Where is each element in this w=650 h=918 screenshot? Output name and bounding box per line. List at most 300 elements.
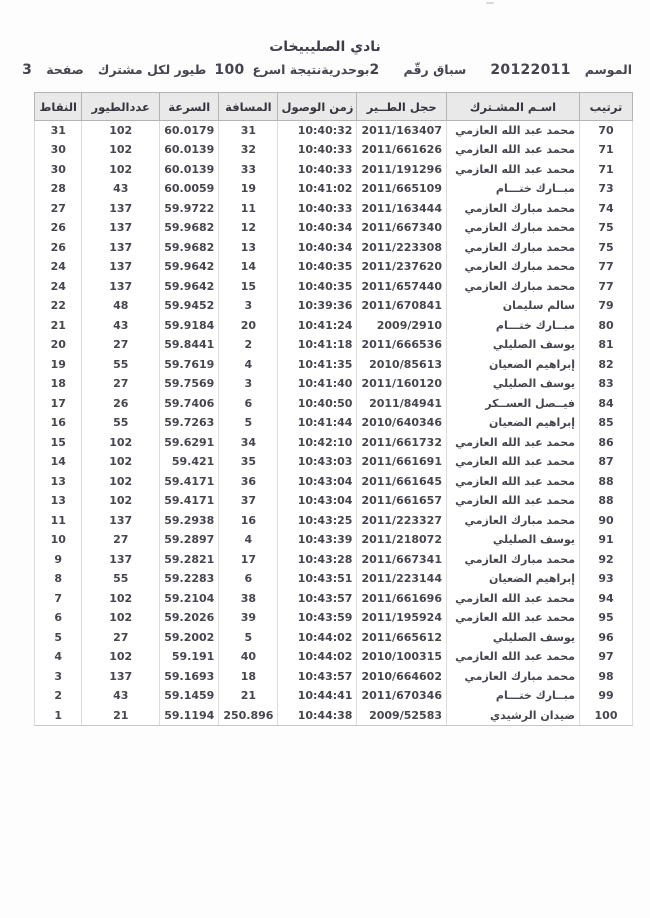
- cell-points: 8: [35, 569, 82, 589]
- cell-pigeon-ring: 2011/661657: [357, 491, 447, 511]
- cell-speed: 59.2897: [160, 530, 219, 550]
- cell-arrival-time: 10:43:59: [278, 608, 357, 628]
- race-location: بوحدرية: [321, 62, 370, 77]
- cell-participant-name: إبراهيم الضعيان: [447, 413, 580, 433]
- page-label: صفحة: [46, 62, 84, 77]
- cell-pigeon-ring: 2011/670841: [357, 296, 447, 316]
- cell-distance: 34: [219, 433, 278, 453]
- table-row: [35, 413, 633, 433]
- cell-pigeon-count: 43: [82, 316, 160, 336]
- cell-participant-name: محمد مبارك العازمي: [447, 257, 580, 277]
- result-label: نتيجة اسرع: [252, 62, 322, 77]
- cell-arrival-time: 10:43:04: [278, 472, 357, 492]
- cell-speed: 59.1459: [160, 686, 219, 706]
- column-header-pigeon-count: عددالطيور: [82, 93, 160, 121]
- table-row: [35, 277, 633, 297]
- cell-pigeon-ring: 2011/191296: [357, 160, 447, 180]
- cell-distance: 31: [219, 121, 278, 141]
- cell-arrival-time: 10:41:35: [278, 355, 357, 375]
- cell-distance: 12: [219, 218, 278, 238]
- cell-arrival-time: 10:43:51: [278, 569, 357, 589]
- cell-pigeon-count: 27: [82, 335, 160, 355]
- cell-points: 9: [35, 550, 82, 570]
- table-row: [35, 472, 633, 492]
- table-row: [35, 706, 633, 726]
- cell-distance: 19: [219, 179, 278, 199]
- cell-speed: 60.0179: [160, 121, 219, 141]
- cell-participant-name: محمد مبارك العازمي: [447, 218, 580, 238]
- column-header-rank: ترتيب: [580, 93, 633, 121]
- cell-rank: 81: [580, 335, 633, 355]
- cell-rank: 83: [580, 374, 633, 394]
- cell-arrival-time: 10:40:35: [278, 277, 357, 297]
- table-row: [35, 179, 633, 199]
- cell-points: 10: [35, 530, 82, 550]
- cell-points: 11: [35, 511, 82, 531]
- cell-pigeon-ring: 2011/667341: [357, 550, 447, 570]
- cell-arrival-time: 10:43:03: [278, 452, 357, 472]
- cell-points: 19: [35, 355, 82, 375]
- cell-rank: 85: [580, 413, 633, 433]
- table-row: [35, 608, 633, 628]
- cell-points: 20: [35, 335, 82, 355]
- cell-points: 6: [35, 608, 82, 628]
- cell-distance: 39: [219, 608, 278, 628]
- cell-participant-name: محمد عبد الله العازمي: [447, 433, 580, 453]
- cell-speed: 59.7619: [160, 355, 219, 375]
- cell-arrival-time: 10:40:34: [278, 218, 357, 238]
- cell-points: 24: [35, 257, 82, 277]
- cell-pigeon-ring: 2011/666536: [357, 335, 447, 355]
- cell-arrival-time: 10:42:10: [278, 433, 357, 453]
- cell-rank: 71: [580, 140, 633, 160]
- race-location-group: [321, 62, 369, 77]
- cell-speed: 59.4171: [160, 491, 219, 511]
- cell-pigeon-count: 102: [82, 160, 160, 180]
- cell-points: 4: [35, 647, 82, 667]
- cell-speed: 59.9642: [160, 257, 219, 277]
- cell-distance: 40: [219, 647, 278, 667]
- cell-distance: 16: [219, 511, 278, 531]
- cell-speed: 59.191: [160, 647, 219, 667]
- column-header-distance: المسافة: [219, 93, 278, 121]
- cell-participant-name: محمد مبارك العازمي: [447, 199, 580, 219]
- cell-participant-name: مبــارك ختـــام: [447, 179, 580, 199]
- cell-pigeon-ring: 2010/640346: [357, 413, 447, 433]
- cell-pigeon-ring: 2009/52583: [357, 706, 447, 726]
- race-info-line: [22, 62, 632, 78]
- cell-arrival-time: 10:43:04: [278, 491, 357, 511]
- cell-speed: 59.421: [160, 452, 219, 472]
- cell-points: 26: [35, 238, 82, 258]
- cell-distance: 6: [219, 569, 278, 589]
- cell-pigeon-count: 102: [82, 472, 160, 492]
- cell-participant-name: محمد عبد الله العازمي: [447, 647, 580, 667]
- cell-distance: 18: [219, 667, 278, 687]
- cell-participant-name: مبــارك ختـــام: [447, 686, 580, 706]
- cell-participant-name: إبراهيم الضعيان: [447, 355, 580, 375]
- cell-pigeon-ring: 2011/218072: [357, 530, 447, 550]
- cell-distance: 250.896: [219, 706, 278, 726]
- cell-distance: 36: [219, 472, 278, 492]
- cell-speed: 59.2938: [160, 511, 219, 531]
- table-row: [35, 686, 633, 706]
- cell-participant-name: محمد مبارك العازمي: [447, 238, 580, 258]
- cell-participant-name: محمد عبد الله العازمي: [447, 472, 580, 492]
- cell-participant-name: مبــارك ختـــام: [447, 316, 580, 336]
- cell-arrival-time: 10:40:33: [278, 199, 357, 219]
- cell-speed: 59.7263: [160, 413, 219, 433]
- cell-points: 27: [35, 199, 82, 219]
- cell-pigeon-count: 137: [82, 257, 160, 277]
- cell-rank: 90: [580, 511, 633, 531]
- cell-pigeon-ring: 2011/223308: [357, 238, 447, 258]
- cell-speed: 59.2283: [160, 569, 219, 589]
- cell-rank: 93: [580, 569, 633, 589]
- cell-points: 24: [35, 277, 82, 297]
- cell-distance: 2: [219, 335, 278, 355]
- cell-pigeon-ring: 2011/661626: [357, 140, 447, 160]
- table-row: [35, 589, 633, 609]
- cell-pigeon-ring: 2011/661691: [357, 452, 447, 472]
- cell-participant-name: محمد مبارك العازمي: [447, 277, 580, 297]
- cell-distance: 20: [219, 316, 278, 336]
- cell-points: 14: [35, 452, 82, 472]
- cell-rank: 97: [580, 647, 633, 667]
- cell-pigeon-count: 48: [82, 296, 160, 316]
- cell-points: 1: [35, 706, 82, 726]
- cell-points: 30: [35, 160, 82, 180]
- cell-participant-name: محمد عبد الله العازمي: [447, 121, 580, 141]
- cell-points: 30: [35, 140, 82, 160]
- cell-pigeon-count: 137: [82, 238, 160, 258]
- column-header-ring: حجل الطــير: [357, 93, 447, 121]
- cell-speed: 59.9452: [160, 296, 219, 316]
- table-row: [35, 569, 633, 589]
- cell-participant-name: محمد مبارك العازمي: [447, 511, 580, 531]
- cell-pigeon-ring: 2011/670346: [357, 686, 447, 706]
- table-row: [35, 452, 633, 472]
- cell-speed: 59.8441: [160, 335, 219, 355]
- cell-distance: 35: [219, 452, 278, 472]
- cell-arrival-time: 10:44:41: [278, 686, 357, 706]
- table-row: [35, 316, 633, 336]
- cell-pigeon-ring: 2011/163444: [357, 199, 447, 219]
- cell-pigeon-count: 21: [82, 706, 160, 726]
- cell-distance: 11: [219, 199, 278, 219]
- cell-rank: 74: [580, 199, 633, 219]
- cell-pigeon-ring: 2011/237620: [357, 257, 447, 277]
- cell-distance: 33: [219, 160, 278, 180]
- cell-pigeon-ring: 2011/661732: [357, 433, 447, 453]
- cell-rank: 77: [580, 257, 633, 277]
- cell-pigeon-ring: 2011/667340: [357, 218, 447, 238]
- table-row: [35, 199, 633, 219]
- cell-rank: 73: [580, 179, 633, 199]
- cell-arrival-time: 10:40:33: [278, 140, 357, 160]
- cell-points: 7: [35, 589, 82, 609]
- cell-distance: 21: [219, 686, 278, 706]
- cell-speed: 59.2002: [160, 628, 219, 648]
- cell-participant-name: يوسف الصليلي: [447, 374, 580, 394]
- cell-pigeon-count: 43: [82, 179, 160, 199]
- cell-pigeon-count: 102: [82, 121, 160, 141]
- cell-pigeon-count: 102: [82, 608, 160, 628]
- result-page-group: [22, 62, 321, 78]
- table-row: [35, 121, 633, 141]
- cell-rank: 91: [580, 530, 633, 550]
- cell-participant-name: إبراهيم الضعيان: [447, 569, 580, 589]
- cell-arrival-time: 10:43:25: [278, 511, 357, 531]
- table-row: [35, 355, 633, 375]
- cell-rank: 71: [580, 160, 633, 180]
- cell-rank: 96: [580, 628, 633, 648]
- table-row: [35, 218, 633, 238]
- cell-rank: 88: [580, 491, 633, 511]
- table-row: [35, 257, 633, 277]
- season-race-group: [370, 62, 633, 78]
- cell-pigeon-ring: 2011/223144: [357, 569, 447, 589]
- cell-pigeon-ring: 2010/664602: [357, 667, 447, 687]
- table-row: [35, 530, 633, 550]
- cell-participant-name: يوسف الصليلي: [447, 530, 580, 550]
- cell-distance: 4: [219, 530, 278, 550]
- cell-pigeon-count: 102: [82, 433, 160, 453]
- cell-rank: 87: [580, 452, 633, 472]
- cell-points: 21: [35, 316, 82, 336]
- scan-artifact: [486, 2, 494, 4]
- cell-distance: 4: [219, 355, 278, 375]
- cell-speed: 59.1194: [160, 706, 219, 726]
- cell-arrival-time: 10:44:02: [278, 628, 357, 648]
- cell-rank: 82: [580, 355, 633, 375]
- cell-speed: 59.7406: [160, 394, 219, 414]
- table-row: [35, 647, 633, 667]
- cell-distance: 15: [219, 277, 278, 297]
- cell-participant-name: فيــصل العســكر: [447, 394, 580, 414]
- cell-arrival-time: 10:43:57: [278, 589, 357, 609]
- column-header-speed: السرعة: [160, 93, 219, 121]
- cell-pigeon-ring: 2011/661645: [357, 472, 447, 492]
- cell-arrival-time: 10:43:39: [278, 530, 357, 550]
- cell-distance: 3: [219, 374, 278, 394]
- table-row: [35, 628, 633, 648]
- cell-arrival-time: 10:40:35: [278, 257, 357, 277]
- cell-points: 16: [35, 413, 82, 433]
- cell-speed: 60.0059: [160, 179, 219, 199]
- cell-pigeon-count: 102: [82, 452, 160, 472]
- cell-distance: 3: [219, 296, 278, 316]
- race-number-value: 2: [369, 62, 380, 78]
- cell-distance: 5: [219, 413, 278, 433]
- cell-points: 28: [35, 179, 82, 199]
- cell-pigeon-ring: 2009/2910: [357, 316, 447, 336]
- table-row: [35, 394, 633, 414]
- cell-pigeon-count: 102: [82, 589, 160, 609]
- table-row: [35, 667, 633, 687]
- cell-pigeon-count: 137: [82, 277, 160, 297]
- cell-speed: 59.9722: [160, 199, 219, 219]
- cell-participant-name: محمد مبارك العازمي: [447, 550, 580, 570]
- cell-pigeon-count: 43: [82, 686, 160, 706]
- cell-distance: 38: [219, 589, 278, 609]
- cell-participant-name: ضيدان الرشيدي: [447, 706, 580, 726]
- column-header-arrival-time: زمن الوصول: [278, 93, 357, 121]
- cell-points: 13: [35, 491, 82, 511]
- cell-rank: 98: [580, 667, 633, 687]
- cell-participant-name: محمد عبد الله العازمي: [447, 452, 580, 472]
- cell-pigeon-ring: 2010/100315: [357, 647, 447, 667]
- cell-pigeon-count: 137: [82, 218, 160, 238]
- result-unit: طيور لكل مشترك: [97, 62, 207, 77]
- results-table: [34, 92, 633, 726]
- cell-rank: 99: [580, 686, 633, 706]
- season-value: 20122011: [490, 62, 571, 78]
- table-row: [35, 238, 633, 258]
- cell-points: 13: [35, 472, 82, 492]
- cell-pigeon-ring: 2011/665109: [357, 179, 447, 199]
- cell-arrival-time: 10:41:18: [278, 335, 357, 355]
- cell-rank: 100: [580, 706, 633, 726]
- cell-arrival-time: 10:40:33: [278, 160, 357, 180]
- cell-speed: 59.4171: [160, 472, 219, 492]
- cell-arrival-time: 10:41:24: [278, 316, 357, 336]
- cell-arrival-time: 10:40:34: [278, 238, 357, 258]
- cell-arrival-time: 10:40:50: [278, 394, 357, 414]
- cell-points: 31: [35, 121, 82, 141]
- cell-arrival-time: 10:41:44: [278, 413, 357, 433]
- season-label: الموسم: [584, 62, 632, 77]
- cell-speed: 59.9682: [160, 218, 219, 238]
- cell-rank: 86: [580, 433, 633, 453]
- cell-distance: 37: [219, 491, 278, 511]
- cell-rank: 80: [580, 316, 633, 336]
- table-row: [35, 550, 633, 570]
- header-row: [35, 93, 633, 121]
- cell-arrival-time: 10:39:36: [278, 296, 357, 316]
- cell-participant-name: محمد عبد الله العازمي: [447, 160, 580, 180]
- cell-rank: 88: [580, 472, 633, 492]
- cell-points: 22: [35, 296, 82, 316]
- result-count: 100: [214, 62, 245, 78]
- cell-participant-name: يوسف الصليلي: [447, 335, 580, 355]
- cell-arrival-time: 10:43:28: [278, 550, 357, 570]
- cell-speed: 60.0139: [160, 140, 219, 160]
- cell-participant-name: محمد عبد الله العازمي: [447, 589, 580, 609]
- cell-speed: 59.2026: [160, 608, 219, 628]
- cell-participant-name: محمد مبارك العازمي: [447, 667, 580, 687]
- cell-distance: 17: [219, 550, 278, 570]
- cell-points: 18: [35, 374, 82, 394]
- cell-participant-name: محمد عبد الله العازمي: [447, 140, 580, 160]
- cell-arrival-time: 10:43:57: [278, 667, 357, 687]
- cell-pigeon-count: 26: [82, 394, 160, 414]
- cell-pigeon-count: 27: [82, 374, 160, 394]
- cell-pigeon-count: 137: [82, 550, 160, 570]
- cell-pigeon-count: 137: [82, 667, 160, 687]
- table-row: [35, 491, 633, 511]
- cell-arrival-time: 10:41:40: [278, 374, 357, 394]
- column-header-name: اسـم المشـترك: [447, 93, 580, 121]
- cell-pigeon-count: 27: [82, 530, 160, 550]
- cell-pigeon-count: 27: [82, 628, 160, 648]
- cell-rank: 70: [580, 121, 633, 141]
- cell-participant-name: سالم سليمان: [447, 296, 580, 316]
- cell-rank: 79: [580, 296, 633, 316]
- table-row: [35, 335, 633, 355]
- cell-distance: 6: [219, 394, 278, 414]
- cell-pigeon-count: 102: [82, 140, 160, 160]
- cell-distance: 14: [219, 257, 278, 277]
- table-row: [35, 433, 633, 453]
- cell-pigeon-ring: 2011/163407: [357, 121, 447, 141]
- cell-rank: 75: [580, 218, 633, 238]
- race-number-label: سباق رقّم: [403, 62, 467, 77]
- table-row: [35, 374, 633, 394]
- table-row: [35, 511, 633, 531]
- cell-distance: 5: [219, 628, 278, 648]
- cell-pigeon-count: 55: [82, 355, 160, 375]
- cell-speed: 59.2821: [160, 550, 219, 570]
- cell-pigeon-ring: 2011/160120: [357, 374, 447, 394]
- cell-speed: 60.0139: [160, 160, 219, 180]
- cell-speed: 59.9184: [160, 316, 219, 336]
- cell-points: 5: [35, 628, 82, 648]
- results-table-body: [35, 121, 633, 726]
- cell-distance: 32: [219, 140, 278, 160]
- cell-points: 17: [35, 394, 82, 414]
- cell-rank: 92: [580, 550, 633, 570]
- cell-speed: 59.9682: [160, 238, 219, 258]
- table-row: [35, 296, 633, 316]
- cell-speed: 59.1693: [160, 667, 219, 687]
- cell-pigeon-count: 55: [82, 413, 160, 433]
- cell-participant-name: محمد عبد الله العازمي: [447, 608, 580, 628]
- results-table-header: [35, 93, 633, 121]
- cell-pigeon-ring: 2011/223327: [357, 511, 447, 531]
- cell-points: 15: [35, 433, 82, 453]
- cell-pigeon-count: 55: [82, 569, 160, 589]
- cell-rank: 77: [580, 277, 633, 297]
- cell-points: 2: [35, 686, 82, 706]
- cell-rank: 84: [580, 394, 633, 414]
- cell-pigeon-ring: 2011/84941: [357, 394, 447, 414]
- cell-pigeon-ring: 2011/657440: [357, 277, 447, 297]
- cell-pigeon-ring: 2011/665612: [357, 628, 447, 648]
- table-row: [35, 140, 633, 160]
- cell-points: 26: [35, 218, 82, 238]
- cell-points: 3: [35, 667, 82, 687]
- cell-rank: 75: [580, 238, 633, 258]
- cell-speed: 59.9642: [160, 277, 219, 297]
- table-row: [35, 160, 633, 180]
- cell-arrival-time: 10:44:02: [278, 647, 357, 667]
- cell-pigeon-count: 102: [82, 491, 160, 511]
- cell-speed: 59.7569: [160, 374, 219, 394]
- cell-arrival-time: 10:44:38: [278, 706, 357, 726]
- column-header-points: النقاط: [35, 93, 82, 121]
- club-title: نادي الصليبيخات: [269, 39, 381, 55]
- cell-speed: 59.6291: [160, 433, 219, 453]
- cell-participant-name: يوسف الصليلي: [447, 628, 580, 648]
- cell-pigeon-count: 137: [82, 199, 160, 219]
- cell-participant-name: محمد عبد الله العازمي: [447, 491, 580, 511]
- cell-pigeon-count: 102: [82, 647, 160, 667]
- cell-pigeon-ring: 2011/661696: [357, 589, 447, 609]
- cell-arrival-time: 10:40:32: [278, 121, 357, 141]
- page-value: 3: [22, 62, 33, 78]
- cell-arrival-time: 10:41:02: [278, 179, 357, 199]
